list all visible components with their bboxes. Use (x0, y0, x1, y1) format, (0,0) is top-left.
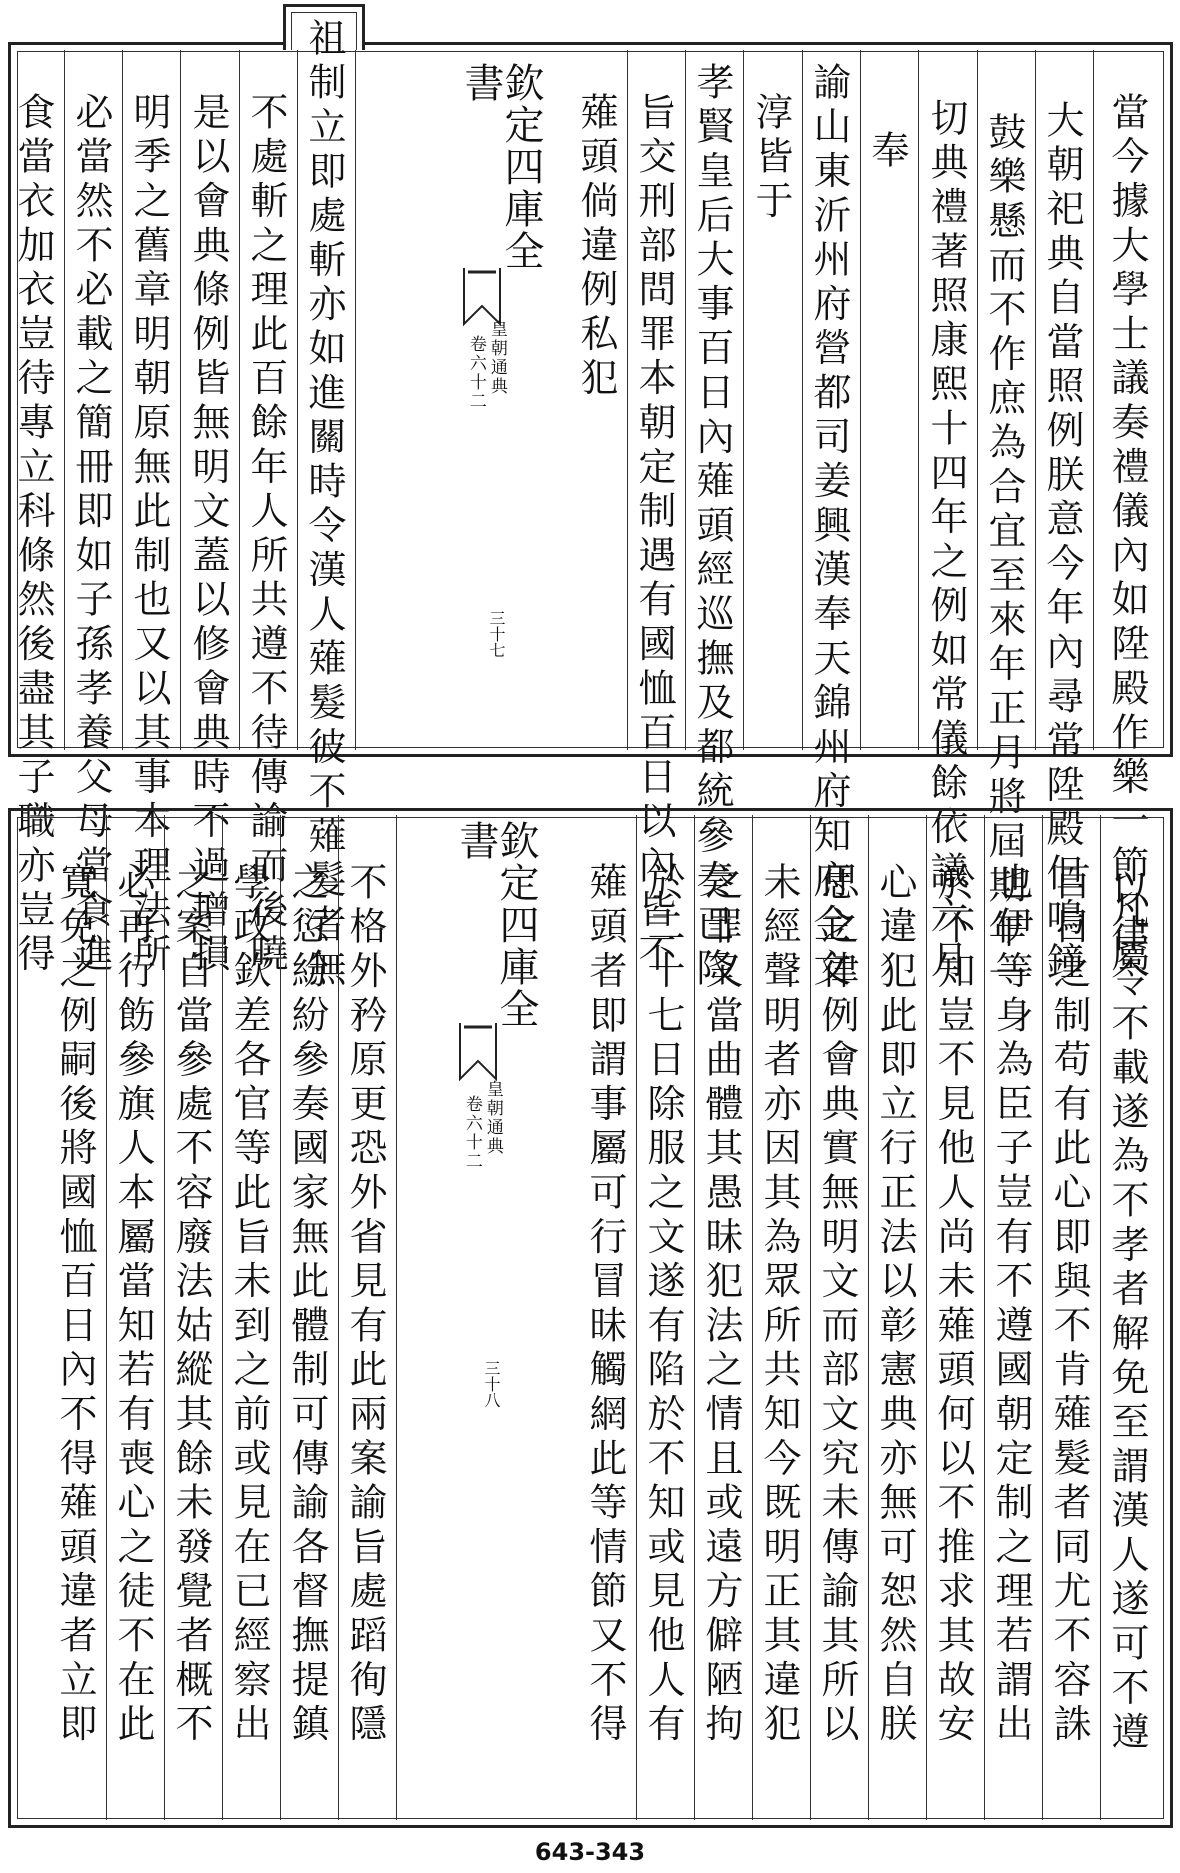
column-rule (338, 815, 339, 1820)
column-rule (752, 815, 753, 1820)
text-column: 思之律例會典實無明文而部文究未傳諭其所以 (815, 862, 859, 1748)
column-rule (627, 50, 628, 750)
text-column: 未經聲明者亦因其為眾所共知今既明正其違犯 (757, 862, 801, 1748)
bottom-volume: 卷六十二 (461, 1095, 482, 1171)
column-rule (694, 815, 695, 1820)
text-column: 心違犯此即立行正法以彰憲典亦無可恕然自朕 (873, 862, 917, 1748)
column-rule (860, 50, 861, 750)
column-rule (180, 50, 181, 750)
text-column: 孝賢皇后大事百日內薙頭經巡撫及都統參奏已降 (690, 62, 734, 993)
text-column: 學政欽差各官等此旨未到之前或見在已經察出 (227, 862, 271, 1748)
top-volume: 卷六十二 (465, 335, 486, 411)
text-column: 奉 (865, 130, 909, 175)
column-rule (977, 50, 978, 750)
text-column: 薙頭者即謂事屬可行冒昧觸網此等情節又不得 (583, 862, 627, 1748)
column-rule (1093, 50, 1094, 750)
column-rule (802, 50, 803, 750)
column-rule (685, 50, 686, 750)
column-rule (926, 815, 927, 1820)
column-rule (868, 815, 869, 1820)
text-column: 必當然不必載之簡冊即如子孫孝養父母當食進 (69, 92, 113, 978)
top-banner: 欽定四庫全書 (461, 62, 541, 292)
column-rule (918, 50, 919, 750)
text-column: 大朝祀典自當照例朕意今年內尋常陞殿但鳴鐘 (1040, 100, 1084, 986)
text-column: 百日之制苟有此心即與不肯薙髮者同尤不容誅 (1047, 862, 1091, 1748)
column-rule (810, 815, 811, 1820)
column-rule (636, 815, 637, 1820)
text-column: 淳皆于 (749, 92, 793, 225)
column-rule (64, 50, 65, 750)
text-column: 於不知豈不見他人尚未薙頭何以不推求其故安 (931, 862, 975, 1748)
text-column: 不格外矜原更恐外省見有此兩案諭旨處蹈徇隱 (343, 862, 387, 1748)
column-rule (297, 50, 298, 750)
text-column: 切典禮著照康熙十四年之例如常儀餘依議六月 (924, 98, 968, 984)
text-column: 不處斬之理此百餘年人所共遵不待傳諭而後曉 (244, 92, 288, 978)
bottom-folio: 三十八 (482, 1360, 501, 1408)
text-column: 鼓樂懸而不作庶為合宜至來年正月將屆期年一 (982, 112, 1026, 998)
text-column: 諭山東沂州府營都司姜興漢奉天錦州府知府金文 (807, 62, 851, 993)
column-rule (122, 50, 123, 750)
top-fish-tail-mark (462, 268, 502, 328)
text-column: 寬免之例嗣後將國恤百日內不得薙頭違者立即 (53, 862, 97, 1748)
text-column: 之罪又當曲體其愚昧犯法之情且或遠方僻陋拘 (699, 862, 743, 1748)
text-column: 薙頭倘違例私犯 (574, 92, 618, 403)
column-rule (1100, 815, 1101, 1820)
text-column: 必再行飭參旗人本屬當知若有喪心之徒不在此 (111, 862, 155, 1748)
column-rule (396, 815, 397, 1820)
text-column: 祖制立即處斬亦如進關時令漢人薙髮彼不薙髮者無 (302, 18, 346, 993)
top-folio: 三十七 (487, 610, 506, 658)
text-column: 之愆紛紛參奏國家無此體制可傳諭各督撫提鎮 (285, 862, 329, 1748)
column-rule (222, 815, 223, 1820)
page-number-footer: 643-343 (534, 1838, 646, 1866)
bottom-fish-tail-mark (458, 1023, 498, 1083)
column-rule (1042, 815, 1043, 1820)
column-rule (743, 50, 744, 750)
bottom-banner: 欽定四庫全書 (456, 820, 536, 1050)
text-column: 是以會典條例皆無明文蓋以修會典時不過增損 (186, 92, 230, 978)
column-rule (106, 815, 107, 1820)
text-column: 食當衣加衣豈待專立科條然後盡其子職亦豈得 (11, 92, 55, 978)
column-rule (280, 815, 281, 1820)
text-column: 以律令不載遂為不孝者解免至謂漢人遂可不遵 (1105, 870, 1149, 1756)
column-rule (239, 50, 240, 750)
top-book-title: 皇朝通典 (486, 320, 507, 396)
text-column: 之案自當參處不容廢法姑縱其餘未發覺者概不 (169, 862, 213, 1748)
column-rule (984, 815, 985, 1820)
text-column: 也伊等身為臣子豈有不遵國朝定制之理若謂出 (989, 862, 1033, 1748)
text-column: 旨交刑部問罪本朝定制遇有國恤百日以內皆不 (632, 92, 676, 978)
text-column: 當今據大學士議奏禮儀內如陞殿作樂一節凡屬 (1105, 92, 1149, 978)
column-rule (164, 815, 165, 1820)
text-column: 於二十七日除服之文遂有陷於不知或見他人有 (641, 862, 685, 1748)
bottom-book-title: 皇朝通典 (482, 1080, 503, 1156)
column-rule (355, 50, 356, 750)
column-rule (1035, 50, 1036, 750)
text-column: 明季之舊章明朝原無此制也又以其事本理法所 (127, 92, 171, 978)
